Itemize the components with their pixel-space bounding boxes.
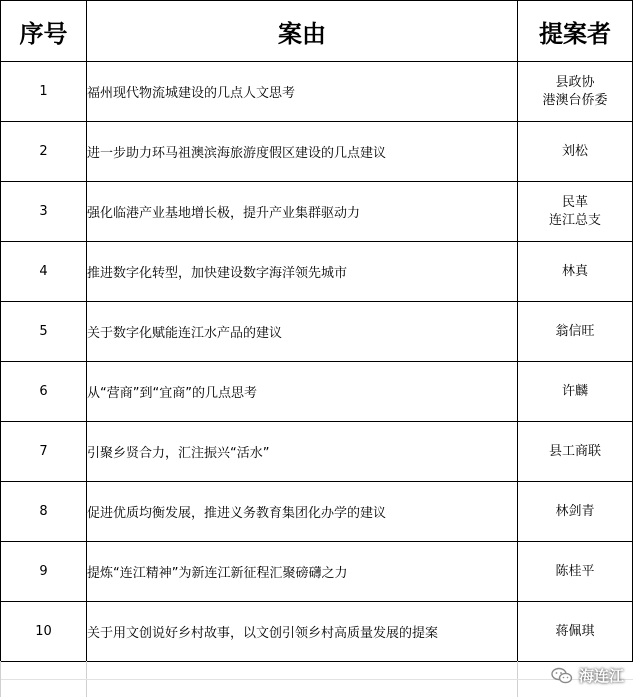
proposer [518,542,633,602]
proposer-line: 林剑青 [555,503,595,519]
proposer [518,122,633,182]
row-number: 8 [1,482,87,542]
table-row [1,542,633,602]
proposal-title: 强化临港产业基地增长极，提升产业集群驱动力 [87,182,518,242]
row-number: 7 [1,422,87,482]
proposer-line: 民革 [561,194,588,210]
proposer [518,62,633,122]
proposer [518,182,633,242]
proposal-title: 进一步助力环马祖澳滨海旅游度假区建设的几点建议 [87,122,518,182]
header-proposer: 提案者 [518,1,633,62]
proposer-line: 林真 [561,263,588,279]
proposer-line: 翁信旺 [555,323,595,339]
proposal-title: 引聚乡贤合力，汇注振兴“活水” [87,422,518,482]
proposer [518,602,633,662]
row-number: 4 [1,242,87,302]
table-row [1,602,633,662]
proposer-line: 连江总支 [548,212,601,228]
proposal-title: 关于数字化赋能连江水产品的建议 [87,302,518,362]
proposer [518,362,633,422]
watermark-text: 海连江 [578,667,624,685]
proposer [518,482,633,542]
proposer [518,422,633,482]
proposal-title: 促进优质均衡发展，推进义务教育集团化办学的建议 [87,482,518,542]
table-row [1,482,633,542]
proposer-line: 港澳台侨委 [542,92,608,108]
row-number: 3 [1,182,87,242]
proposal-title: 推进数字化转型，加快建设数字海洋领先城市 [87,242,518,302]
proposer-line: 许麟 [561,383,588,399]
header-no: 序号 [1,1,87,62]
header-row [1,1,633,62]
table-row [1,122,633,182]
proposer-line: 刘松 [561,143,588,159]
row-number: 10 [1,602,87,662]
table-row [1,362,633,422]
row-number: 5 [1,302,87,362]
watermark [551,665,624,686]
proposer [518,302,633,362]
proposal-title: 关于用文创说好乡村故事，以文创引领乡村高质量发展的提案 [87,602,518,662]
table-row [1,62,633,122]
proposer [518,242,633,302]
proposal-title: 从“营商”到“宜商”的几点思考 [87,362,518,422]
row-number: 2 [1,122,87,182]
proposer-line: 陈桂平 [555,563,595,579]
wechat-chat-icon [551,667,573,685]
row-number: 9 [1,542,87,602]
header-title: 案由 [87,1,518,62]
table-row [1,422,633,482]
row-number: 1 [1,62,87,122]
proposer-line: 县政协 [555,74,595,90]
proposer-line: 蒋佩琪 [555,623,595,639]
table-row [1,182,633,242]
empty-grid-area [0,661,633,697]
proposer-line: 县工商联 [548,443,601,459]
table-row [1,302,633,362]
proposal-title: 提炼“连江精神”为新连江新征程汇聚磅礴之力 [87,542,518,602]
proposal-title: 福州现代物流城建设的几点人文思考 [87,62,518,122]
table-row [1,242,633,302]
row-number: 6 [1,362,87,422]
